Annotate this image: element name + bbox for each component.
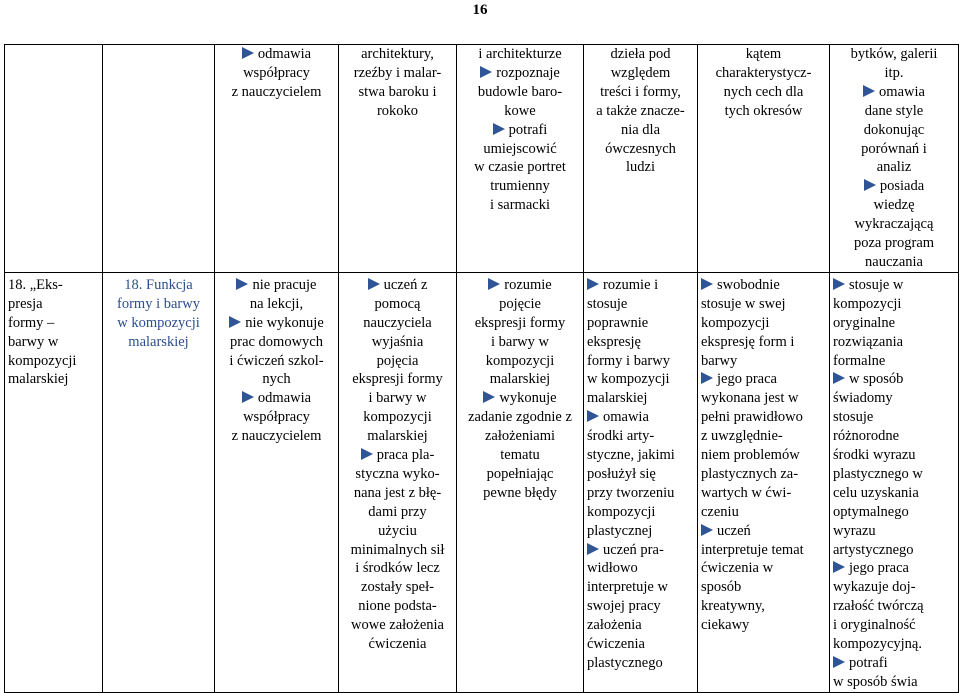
bullet-triangle-icon xyxy=(587,410,599,422)
criterion-text-line: ćwiczenia xyxy=(587,636,645,653)
cell-grade-excellent xyxy=(830,272,959,692)
criterion-text-line: nione podsta- xyxy=(358,598,437,615)
criterion-text-line: różnorodne xyxy=(833,428,900,445)
criterion-text-line: sposób xyxy=(701,579,742,596)
criterion-text-line: kompozycji xyxy=(485,352,555,369)
criterion-text-line: formalne xyxy=(833,352,886,369)
cell-topic xyxy=(5,272,103,692)
criterion-text-line: 18. Funkcja xyxy=(124,276,193,293)
criterion-text-line: pojęcie xyxy=(499,295,541,312)
criterion-text-line: oryginalne xyxy=(833,314,896,331)
criterion-text-line: użyciu xyxy=(378,522,417,539)
page-number: 16 xyxy=(472,2,488,18)
criterion-text-line: z nauczycielem xyxy=(231,83,322,100)
criterion-text-line: malarskiej xyxy=(8,371,69,388)
criterion-text-line: itp. xyxy=(884,64,904,81)
bullet-triangle-icon xyxy=(833,278,845,290)
bullet-triangle-icon xyxy=(242,391,254,403)
criterion-text-line: wartych w ćwi- xyxy=(701,484,792,501)
criterion-text-line: kompozycyjną. xyxy=(833,636,922,653)
bullet-triangle-icon xyxy=(361,448,373,460)
cell-teaching-content xyxy=(103,45,215,273)
criterion-text-line: kreatywny, xyxy=(701,598,765,615)
criterion-text-line: w sposób świa xyxy=(833,673,918,690)
criterion-text-line: ekspresji formy xyxy=(474,314,566,331)
criterion-text-line: kompozycji xyxy=(8,352,77,369)
criterion-text-line: malarskiej xyxy=(128,333,189,350)
criterion-item: wykonuje xyxy=(460,389,580,408)
criterion-text-line: współpracy xyxy=(243,409,310,426)
criterion-text-line: barwy w xyxy=(8,333,59,350)
cell-grade-sufficient xyxy=(339,272,457,692)
bullet-triangle-icon xyxy=(863,85,875,97)
criterion-text-line: styczna wyko- xyxy=(355,465,440,482)
criterion-item: odmawia xyxy=(218,389,335,408)
criterion-text-line: pomocą xyxy=(374,295,421,312)
bullet-triangle-icon xyxy=(833,372,845,384)
criterion-text-line: dami przy xyxy=(368,503,427,520)
criterion-text-line: formy i barwy xyxy=(117,295,200,312)
bullet-triangle-icon xyxy=(833,656,845,668)
criterion-text-line: trumienny xyxy=(490,178,550,195)
criterion-text-line: wyrazu xyxy=(833,522,876,539)
criterion-text-line: porównań i xyxy=(861,140,927,157)
criterion-text-line: charakterystycz- xyxy=(715,64,812,81)
criterion-text-line: malarskiej xyxy=(489,371,551,388)
criterion-text-line: środki wyrazu xyxy=(833,447,916,464)
criterion-text-line: popełniając xyxy=(486,465,554,482)
criterion-text-line: barwy xyxy=(701,352,738,369)
cell-grade-satisfactory xyxy=(457,45,584,273)
cell-grade-sufficient xyxy=(339,45,457,273)
criterion-text-line: ekspresję xyxy=(587,333,641,350)
table-row-continuation xyxy=(5,45,959,273)
table-row-lesson-18 xyxy=(5,272,959,692)
cell-grade-satisfactory xyxy=(457,272,584,692)
criterion-item: odmawia xyxy=(218,45,335,64)
criterion-text-line: pojęcia xyxy=(376,352,419,369)
criterion-item: swobodnie xyxy=(701,276,826,295)
criterion-item: praca pla- xyxy=(342,446,453,465)
criterion-text-line: widłowo xyxy=(587,560,638,577)
criterion-text-line: świadomy xyxy=(833,390,893,407)
criterion-text-line: budowle baro- xyxy=(477,83,563,100)
cell-grade-good xyxy=(584,272,698,692)
criterion-text-line: poprawnie xyxy=(587,314,649,331)
bullet-triangle-icon xyxy=(833,561,845,573)
criterion-text-line: dokonując xyxy=(863,121,925,138)
criterion-text-line: minimalnych sił xyxy=(350,541,445,558)
criterion-text-line: z nauczycielem xyxy=(231,428,322,445)
criterion-text-line: i architekturze xyxy=(478,46,562,62)
criterion-text-line: i sarmacki xyxy=(490,197,550,214)
criterion-text-line: wyjaśnia xyxy=(371,333,424,350)
criterion-text-line: założenia xyxy=(587,617,642,634)
criterion-text-line: plastycznego xyxy=(587,655,663,671)
criterion-text-line: w czasie portret xyxy=(474,159,566,176)
criterion-text-line: nych cech dla xyxy=(723,83,804,100)
criterion-item: potrafi xyxy=(460,121,580,140)
criterion-text-line: prac domowych xyxy=(229,333,323,350)
criterion-item: rozumie xyxy=(460,276,580,295)
criterion-text-line: środki arty- xyxy=(587,428,655,445)
criterion-text-line: stosuje xyxy=(833,409,874,426)
criterion-item: nie wykonuje xyxy=(218,314,335,333)
criterion-text-line: niem problemów xyxy=(701,447,800,464)
bullet-triangle-icon xyxy=(493,123,505,135)
criterion-item: omawia xyxy=(587,408,694,427)
criterion-text-line: zadanie zgodnie z xyxy=(468,409,572,426)
criterion-item: uczeń xyxy=(701,522,826,541)
criterion-item: omawia xyxy=(833,83,955,102)
bullet-triangle-icon xyxy=(701,524,713,536)
bullet-triangle-icon xyxy=(483,391,495,403)
criterion-text-line: kompozycji xyxy=(363,409,432,426)
criterion-text-line: tematu xyxy=(500,447,540,464)
criterion-text-line: posłużył się xyxy=(587,465,656,482)
criterion-text-line: plastycznej xyxy=(587,522,653,539)
criterion-item: uczeń z xyxy=(342,276,453,295)
criterion-text-line: i środków lecz xyxy=(355,560,440,577)
criterion-text-line: wiedzę xyxy=(873,197,915,214)
criterion-text-line: nauczania xyxy=(865,253,923,270)
criterion-text-line: kompozycji xyxy=(701,314,770,331)
criterion-text-line: współpracy xyxy=(243,64,310,81)
criterion-text-line: swojej pracy xyxy=(587,598,661,615)
criterion-text-line: tych okresów xyxy=(724,102,803,119)
criterion-text-line: treści i formy, xyxy=(600,83,681,100)
bullet-triangle-icon xyxy=(587,543,599,555)
criterion-text-line: optymalnego xyxy=(833,503,909,520)
criterion-text-line: stwa baroku i xyxy=(358,83,437,100)
bullet-triangle-icon xyxy=(368,278,380,290)
criterion-item: stosuje w xyxy=(833,276,955,295)
criterion-text-line: dzieła pod xyxy=(610,46,671,62)
criterion-text-line: w kompozycji xyxy=(587,371,670,388)
bullet-triangle-icon xyxy=(488,278,500,290)
criterion-text-line: kompozycji xyxy=(833,295,902,312)
criterion-text-line: zostały speł- xyxy=(361,579,434,596)
criterion-text-line: i ćwiczeń szkol- xyxy=(229,352,324,369)
criterion-text-line: wykraczającą xyxy=(854,216,934,233)
criterion-text-line: stosuje w swej xyxy=(701,295,786,312)
criterion-text-line: założeniami xyxy=(484,428,556,445)
criterion-text-line: ćwiczenia w xyxy=(701,560,774,577)
criterion-text-line: kompozycji xyxy=(587,503,656,520)
criterion-item: rozumie i xyxy=(587,276,694,295)
criterion-text-line: umiejscowić xyxy=(483,140,557,157)
criterion-text-line: przy tworzeniu xyxy=(587,484,675,501)
cell-teaching-content xyxy=(103,272,215,692)
assessment-criteria-table xyxy=(4,44,959,693)
criterion-item: jego praca xyxy=(701,370,826,389)
criterion-text-line: nia dla xyxy=(620,121,661,138)
criterion-text-line: nauczyciela xyxy=(363,314,432,331)
bullet-triangle-icon xyxy=(701,372,713,384)
criterion-text-line: interpretuje w xyxy=(587,579,668,596)
criterion-text-line: ekspresję form i xyxy=(701,333,795,350)
criterion-text-line: nych xyxy=(262,371,291,388)
cell-grade-good xyxy=(584,45,698,273)
cell-grade-very-good xyxy=(698,45,830,273)
criterion-text-line: wykazuje doj- xyxy=(833,579,916,596)
criterion-text-line: dane style xyxy=(864,102,924,119)
criterion-text-line: ćwiczenia xyxy=(368,636,427,653)
criterion-text-line: formy – xyxy=(8,314,55,331)
cell-grade-insufficient xyxy=(215,45,339,273)
criterion-text-line: ciekawy xyxy=(701,617,750,634)
criterion-text-line: z uwzględnie- xyxy=(701,428,783,445)
cell-topic xyxy=(5,45,103,273)
bullet-triangle-icon xyxy=(587,278,599,290)
criterion-text-line: bytków, galerii xyxy=(850,46,938,62)
criterion-item: rozpoznaje xyxy=(460,64,580,83)
cell-grade-insufficient xyxy=(215,272,339,692)
criterion-text-line: rokoko xyxy=(376,102,419,119)
criterion-text-line: pełni prawidłowo xyxy=(701,409,803,426)
criterion-text-line: czeniu xyxy=(701,503,739,520)
bullet-triangle-icon xyxy=(701,278,713,290)
criterion-text-line: rozwiązania xyxy=(833,333,904,350)
criterion-text-line: rzałość twórczą xyxy=(833,598,924,615)
bullet-triangle-icon xyxy=(229,316,241,328)
criterion-text-line: pewne błędy xyxy=(483,484,557,501)
criterion-text-line: interpretuje temat xyxy=(701,541,804,558)
bullet-triangle-icon xyxy=(242,47,254,59)
criterion-text-line: kowe xyxy=(504,102,536,119)
criterion-text-line: artystycznego xyxy=(833,541,914,558)
criterion-text-line: ówczesnych xyxy=(605,140,676,157)
criterion-text-line: w kompozycji xyxy=(117,314,200,331)
criterion-text-line: malarskiej xyxy=(587,390,648,407)
bullet-triangle-icon xyxy=(236,278,248,290)
criterion-text-line: nana jest z błę- xyxy=(353,484,442,501)
criterion-text-line: styczne, jakimi xyxy=(587,447,675,464)
criterion-text-line: analiz xyxy=(876,159,912,176)
criterion-text-line: rzeźby i malar- xyxy=(353,64,442,81)
criterion-item: uczeń pra- xyxy=(587,541,694,560)
bullet-triangle-icon xyxy=(864,179,876,191)
criterion-item: posiada xyxy=(833,177,955,196)
criterion-item: potrafi xyxy=(833,654,955,673)
criterion-text-line: architektury, xyxy=(361,46,434,62)
criterion-text-line: a także znacze- xyxy=(596,102,685,119)
criterion-text-line: presja xyxy=(8,295,43,312)
bullet-triangle-icon xyxy=(480,66,492,78)
criterion-item: w sposób xyxy=(833,370,955,389)
criterion-text-line: ludzi xyxy=(626,159,655,176)
cell-grade-excellent xyxy=(830,45,959,273)
criterion-text-line: wykonana jest w xyxy=(701,390,799,407)
criterion-text-line: i barwy w xyxy=(368,390,427,407)
criterion-text-line: plastycznych za- xyxy=(701,465,799,482)
criterion-item: nie pracuje xyxy=(218,276,335,295)
criterion-text-line: i barwy w xyxy=(491,333,549,350)
criterion-text-line: formy i barwy xyxy=(587,352,670,369)
criterion-text-line: stosuje xyxy=(587,295,628,312)
criterion-item: jego praca xyxy=(833,559,955,578)
criterion-text-line: na lekcji, xyxy=(249,295,304,312)
cell-grade-very-good xyxy=(698,272,830,692)
criterion-text-line: 18. „Eks- xyxy=(8,276,63,293)
criterion-text-line: ekspresji formy xyxy=(352,371,443,388)
criterion-text-line: względem xyxy=(610,64,671,81)
criterion-text-line: celu uzyskania xyxy=(833,484,919,501)
criterion-text-line: kątem xyxy=(745,46,782,62)
criterion-text-line: plastycznego w xyxy=(833,465,923,482)
criterion-text-line: i oryginalność xyxy=(833,617,916,634)
criterion-text-line: poza program xyxy=(853,235,935,252)
criterion-text-line: malarskiej xyxy=(367,428,428,445)
criterion-text-line: wowe założenia xyxy=(351,617,444,634)
